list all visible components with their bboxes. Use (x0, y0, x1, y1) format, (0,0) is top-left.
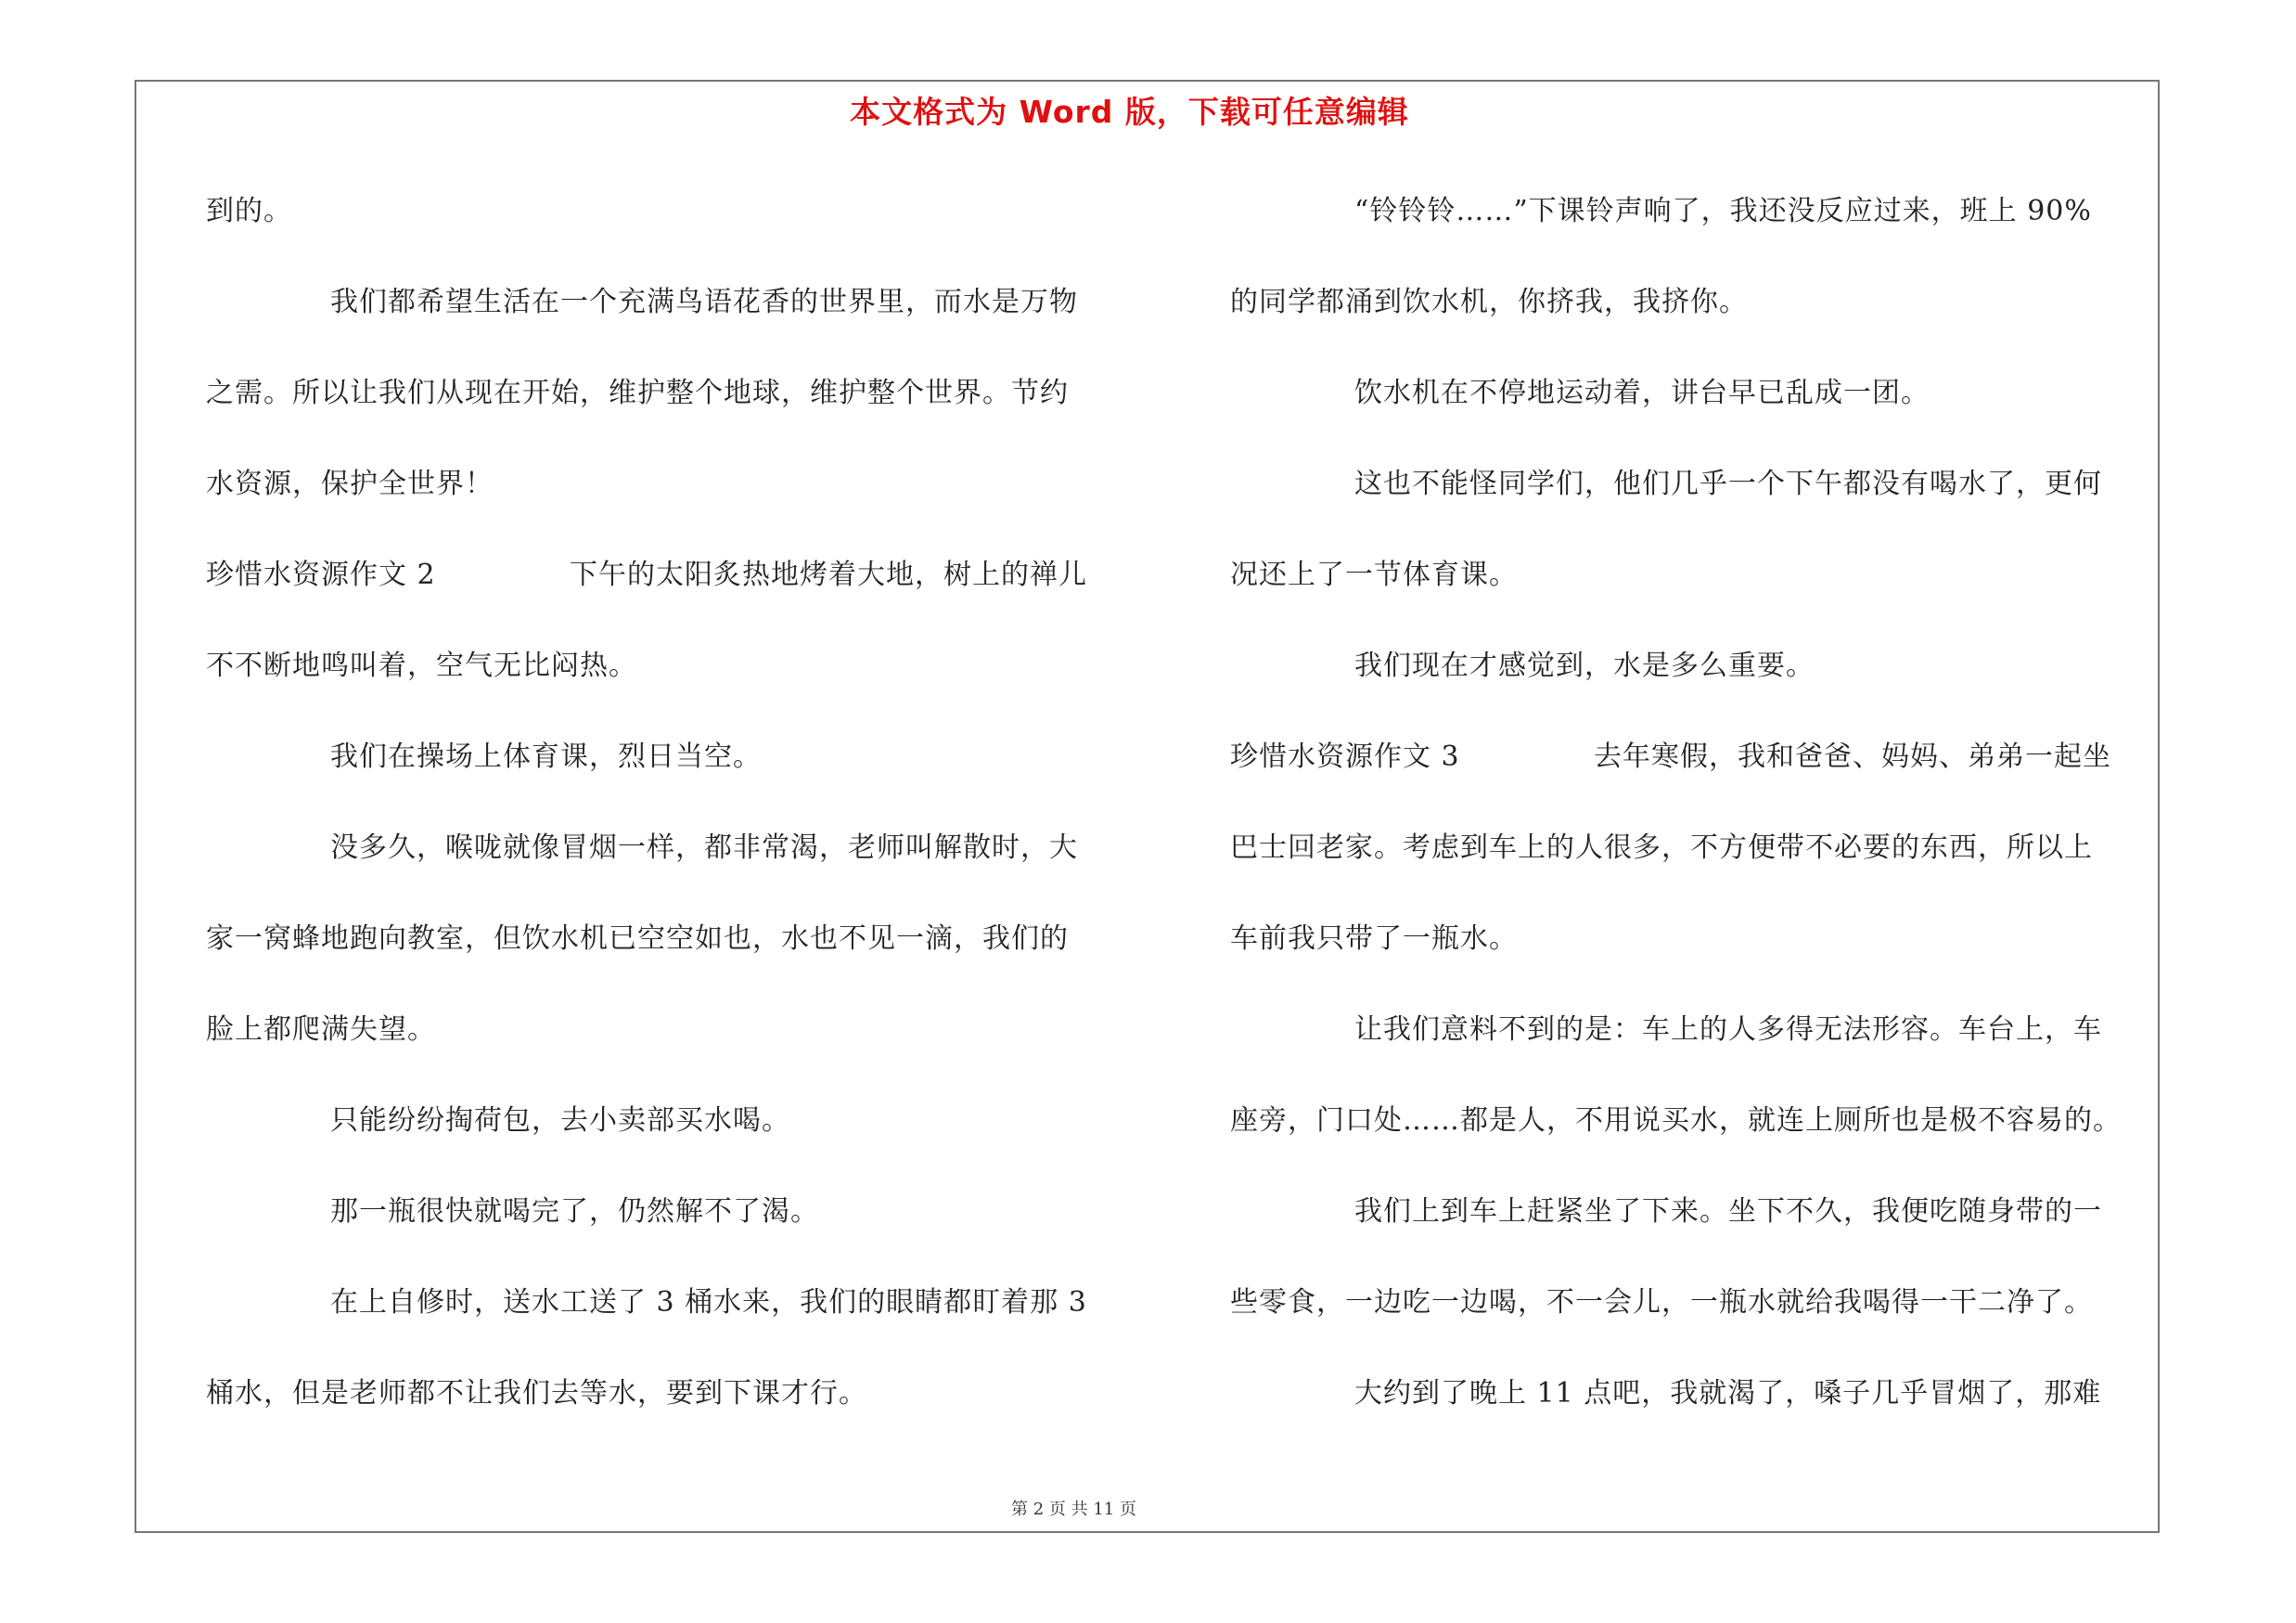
paragraph-line: 大约到了晚上 11 点吧，我就渴了，嗓子几乎冒烟了，那难 (1354, 1377, 2102, 1410)
paragraph-line: 巴士回老家。考虑到车上的人很多，不方便带不必要的东西，所以上 (1230, 831, 2093, 864)
document-banner (0, 88, 2296, 132)
paragraph-line: 座旁，门口处……都是人，不用说买水，就连上厕所也是极不容易的。 (1230, 1104, 2122, 1137)
paragraph-line: 不不断地鸣叫着，空气无比闷热。 (206, 650, 637, 682)
banner-text: 本文格式为 Word 版，下载可任意编辑 (850, 94, 1409, 130)
paragraph-line: 我们在操场上体育课，烈日当空。 (330, 741, 762, 773)
paragraph-line: 我们都希望生活在一个充满鸟语花香的世界里，而水是万物 (330, 286, 1078, 318)
paragraph-line: 之需。所以让我们从现在开始，维护整个地球，维护整个世界。节约 (206, 377, 1069, 409)
paragraph-line: 水资源，保护全世界！ (206, 468, 494, 500)
paragraph-line: 车前我只带了一瓶水。 (1230, 922, 1518, 955)
paragraph-line: “铃铃铃……”下课铃声响了，我还没反应过来，班上 90% (1354, 195, 2092, 227)
paragraph-line: 这也不能怪同学们，他们几乎一个下午都没有喝水了，更何 (1354, 468, 2102, 500)
page-footer (0, 1496, 2296, 1520)
section-title: 珍惜水资源作文 3 (1230, 741, 1460, 773)
paragraph-line: 家一窝蜂地跑向教室，但饮水机已空空如也，水也不见一滴，我们的 (206, 922, 1069, 955)
paragraph-line: 那一瓶很快就喝完了，仍然解不了渴。 (330, 1195, 819, 1228)
paragraph-line: 到的。 (206, 195, 292, 227)
paragraph-line: 去年寒假，我和爸爸、妈妈、弟弟一起坐 (1594, 741, 2111, 773)
paragraph-line: 况还上了一节体育课。 (1230, 559, 1518, 591)
section-title: 珍惜水资源作文 2 (206, 559, 436, 591)
paragraph-line: 没多久，喉咙就像冒烟一样，都非常渴，老师叫解散时，大 (330, 831, 1078, 864)
paragraph-line: 让我们意料不到的是：车上的人多得无法形容。车台上，车 (1354, 1013, 2102, 1046)
paragraph-line: 我们现在才感觉到，水是多么重要。 (1354, 650, 1815, 682)
paragraph-line: 桶水，但是老师都不让我们去等水，要到下课才行。 (206, 1377, 867, 1410)
paragraph-line: 我们上到车上赶紧坐了下来。坐下不久，我便吃随身带的一 (1354, 1195, 2102, 1228)
page-indicator: 第 2 页 共 11 页 (1011, 1500, 1136, 1519)
paragraph-line: 些零食，一边吃一边喝，不一会儿，一瓶水就给我喝得一干二净了。 (1230, 1286, 2093, 1319)
paragraph-line: 下午的太阳炙热地烤着大地，树上的禅儿 (570, 559, 1087, 591)
paragraph-line: 脸上都爬满失望。 (206, 1013, 436, 1046)
paragraph-line: 只能纷纷掏荷包，去小卖部买水喝。 (330, 1104, 790, 1137)
paragraph-line: 饮水机在不停地运动着，讲台早已乱成一团。 (1354, 377, 1930, 409)
paragraph-line: 的同学都涌到饮水机，你挤我，我挤你。 (1230, 286, 1748, 318)
paragraph-line: 在上自修时，送水工送了 3 桶水来，我们的眼睛都盯着那 3 (330, 1286, 1087, 1319)
